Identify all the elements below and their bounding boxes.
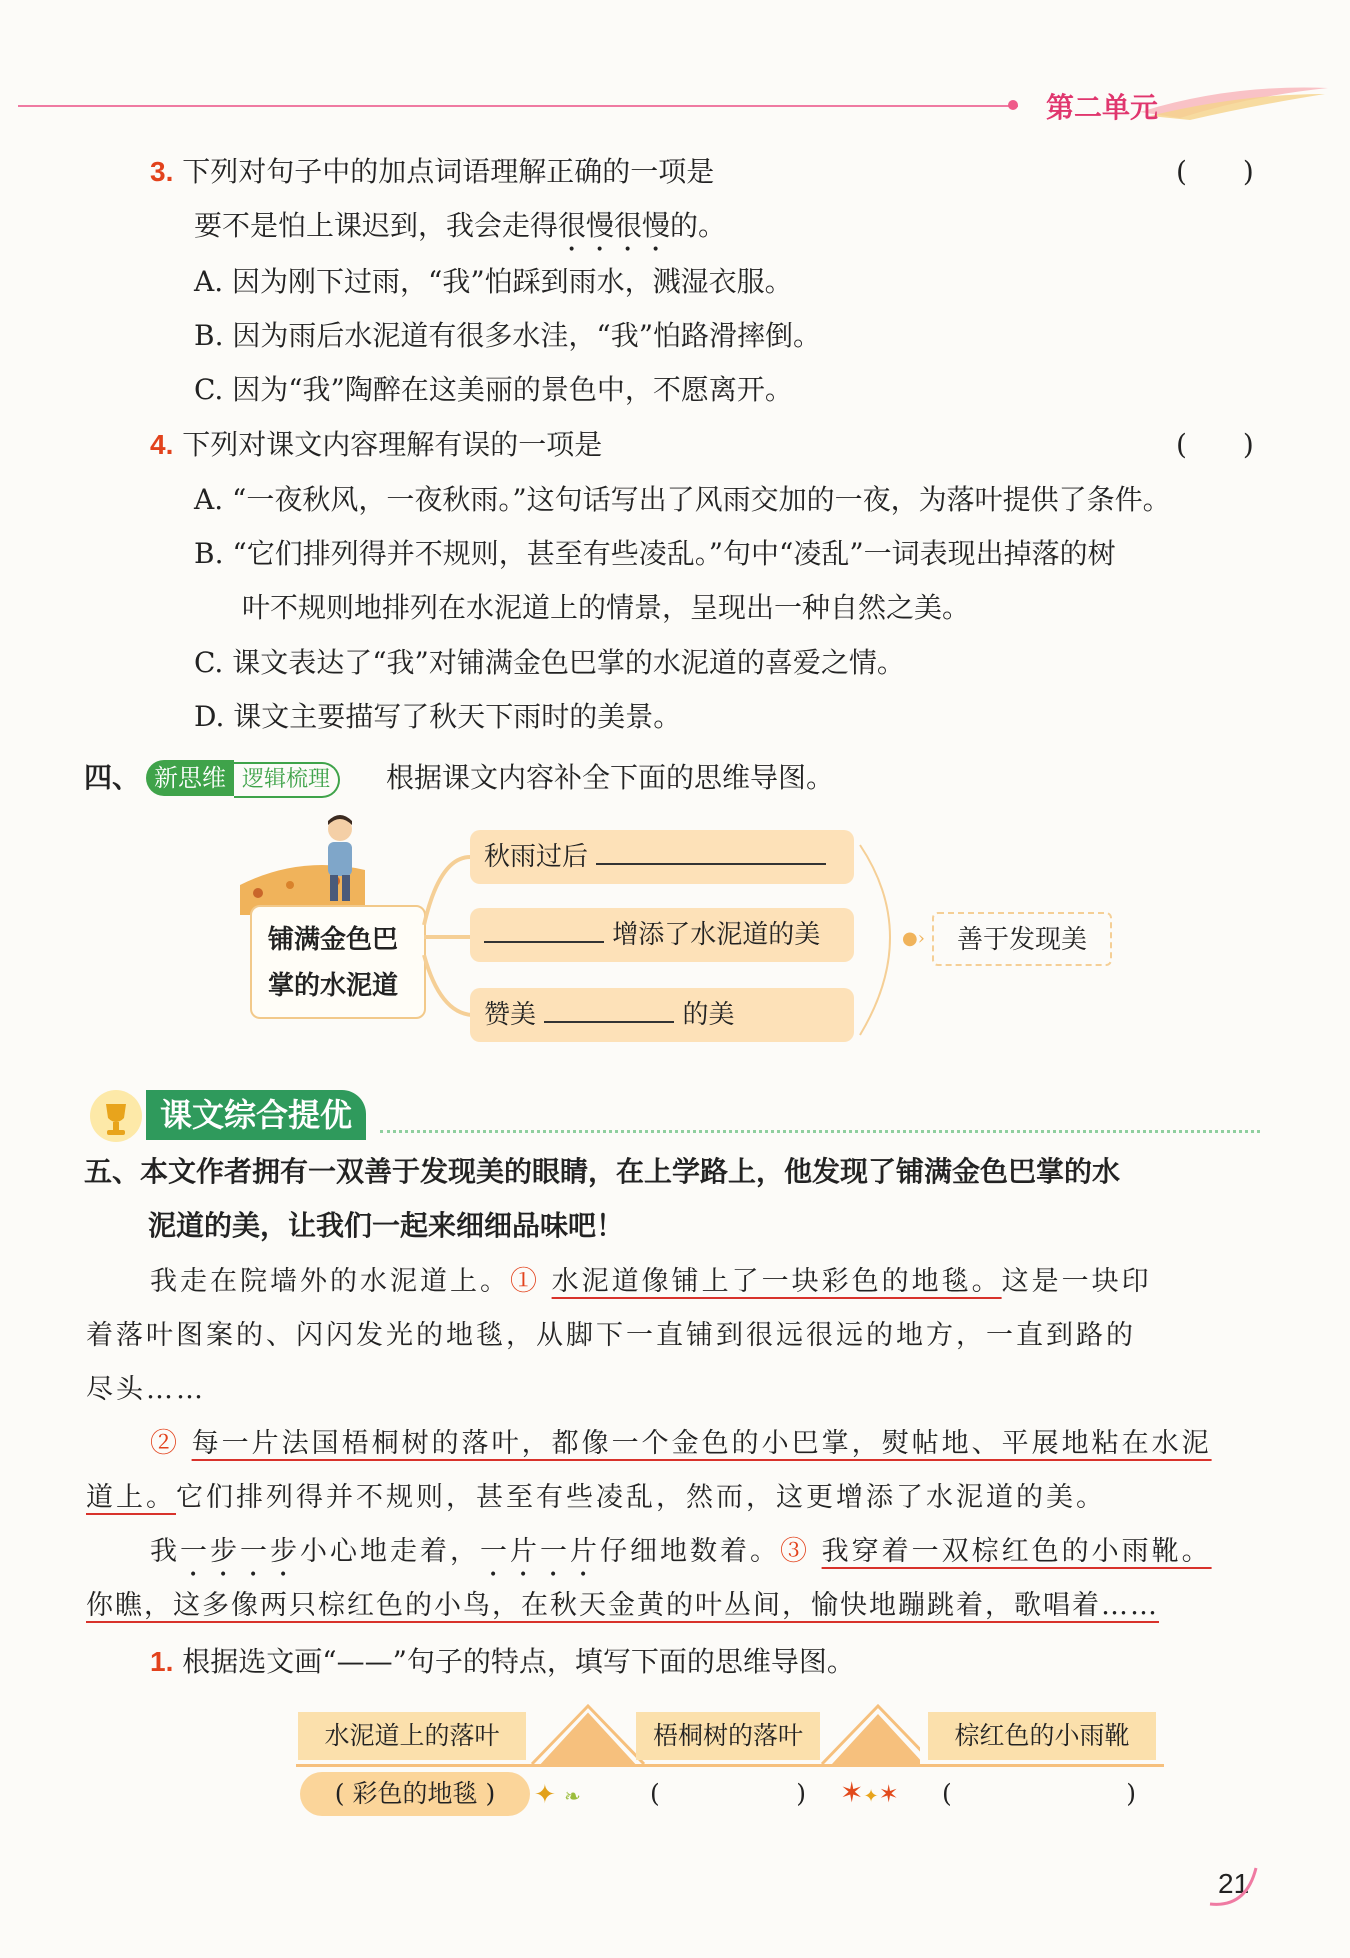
circle-3: ③ <box>780 1536 810 1567</box>
answer3-close: ) <box>1126 1779 1136 1808</box>
p3-post: 仔细地数着。 <box>600 1536 780 1567</box>
mindmap-illustration <box>240 815 370 915</box>
passage-p1-line1 <box>150 1262 1152 1302</box>
mindmap-branch3 <box>470 988 854 1042</box>
p1-underlined: 水泥道像铺上了一块彩色的地毯。 <box>551 1266 1002 1297</box>
badge-sub: 逻辑梳理 <box>234 762 340 798</box>
header-swoosh <box>1140 78 1330 120</box>
q4-question-text: 下列对课文内容理解有误的一项是 <box>182 428 603 461</box>
p3-dotted2: 一片一片 <box>480 1536 600 1567</box>
section4-instruction: 根据课文内容补全下面的思维导图。 <box>386 761 835 794</box>
passage-p2-line1 <box>150 1424 1212 1464</box>
header-dot <box>1008 100 1018 110</box>
branch3-prefix: 赞美 <box>484 1000 537 1030</box>
p2-post: 它们排列得并不规则，甚至有些凌乱，然而，这更增添了水泥道的美。 <box>176 1482 1106 1513</box>
p1-post: 这是一块印 <box>1001 1266 1152 1297</box>
p4-underlined: 你瞧，这多像两只棕红色的小鸟，在秋天金黄的叶丛间，愉快地蹦跳着，歌唱着…… <box>86 1590 1159 1621</box>
mindmap-branch2 <box>470 908 854 962</box>
p1-pre: 我走在院墙外的水泥道上。 <box>150 1266 510 1297</box>
p2-underlined-end: 道上。 <box>86 1482 176 1513</box>
diagram-rule <box>296 1764 1164 1767</box>
q3-dotted-word: 很慢很慢 <box>558 209 671 242</box>
q3-answer-paren[interactable]: ( ) <box>1176 155 1254 188</box>
mindmap-branch1 <box>470 830 854 884</box>
section5-number: 五、 <box>84 1155 141 1188</box>
branch2-suffix: 增添了水泥道的美 <box>612 920 821 950</box>
trophy-icon <box>88 1088 144 1144</box>
q4-option-d[interactable]: D. 课文主要描写了秋天下雨时的美景。 <box>194 700 682 733</box>
p3-underlined: 我穿着一双棕红色的小雨靴。 <box>821 1536 1212 1567</box>
branch1-prefix: 秋雨过后 <box>484 842 589 872</box>
passage-p1-line3: 尽头…… <box>86 1374 206 1405</box>
diagram-tag1: 水泥道上的落叶 <box>298 1712 526 1760</box>
page-number-swoosh <box>1206 1860 1266 1910</box>
q3-sentence-pre: 要不是怕上课迟到，我会走得 <box>194 209 559 242</box>
p3-mid: 小心地走着， <box>300 1536 480 1567</box>
branch3-suffix: 的美 <box>682 1000 735 1030</box>
q3-sentence-post: 的。 <box>670 209 727 242</box>
q3-number: 3. <box>150 156 174 187</box>
leaf-icon: ✦ ❧ <box>534 1780 581 1810</box>
circle-1: ① <box>510 1266 540 1297</box>
center-line1: 铺满金色巴 <box>268 925 399 955</box>
answer3-open: ( <box>942 1779 952 1808</box>
section5-instruction-line2: 泥道的美，让我们一起来细细品味吧！ <box>148 1209 625 1242</box>
q4-option-b-line1[interactable]: B. “它们排列得并不规则，甚至有些凌乱。”句中“凌乱”一词表现出掉落的树 <box>194 537 1116 570</box>
section5-instruction-line1 <box>84 1152 1120 1192</box>
passage-p2-line2 <box>86 1478 1106 1518</box>
q4-answer-paren[interactable]: ( ) <box>1176 428 1254 461</box>
diagram-tag2: 梧桐树的落叶 <box>636 1712 820 1760</box>
q1-text: 根据选文画“——”句子的特点，填写下面的思维导图。 <box>182 1645 855 1678</box>
q4-option-c[interactable]: C. 课文表达了“我”对铺满金色巴掌的水泥道的喜爱之情。 <box>194 646 905 679</box>
badge-main: 新思维 <box>146 760 234 796</box>
q1-line <box>150 1642 855 1682</box>
q3-sentence <box>194 206 726 258</box>
diagram-answer1: ( 彩色的地毯 ) <box>300 1772 530 1816</box>
q3-question <box>150 152 714 192</box>
passage-p4-line <box>86 1586 1159 1626</box>
q4-option-b-line2: 叶不规则地排列在水泥道上的情景，呈现出一种自然之美。 <box>242 591 971 624</box>
unit-label: 第二单元 <box>1046 91 1159 124</box>
q4-question <box>150 425 602 465</box>
p3-dotted1: 一步一步 <box>180 1536 300 1567</box>
branch1-blank[interactable] <box>596 833 826 865</box>
q1-number: 1. <box>150 1646 174 1677</box>
mindmap-result-box: 善于发现美 <box>932 912 1112 966</box>
q3-option-b[interactable]: B. 因为雨后水泥道有很多水洼，“我”怕路滑摔倒。 <box>194 319 822 352</box>
header-line <box>18 105 1018 107</box>
banner-title: 课文综合提优 <box>146 1090 366 1140</box>
banner-dotted-line <box>380 1130 1260 1133</box>
maple-leaf-icon: ✶✦✶ <box>840 1776 899 1809</box>
new-thinking-badge <box>146 760 340 796</box>
page-number: 21 <box>1218 1868 1250 1899</box>
q3-option-a[interactable]: A. 因为刚下过雨，“我”怕踩到雨水，溅湿衣服。 <box>194 265 793 298</box>
branch2-blank[interactable] <box>484 911 604 943</box>
q3-option-c[interactable]: C. 因为“我”陶醉在这美丽的景色中，不愿离开。 <box>194 373 793 406</box>
branch3-blank[interactable] <box>544 991 674 1023</box>
arrow-dots-icon: ●› <box>902 928 925 949</box>
answer2-close: ) <box>796 1779 806 1808</box>
passage-p3-line1 <box>150 1532 1212 1583</box>
answer2-open: ( <box>650 1779 660 1808</box>
q4-number: 4. <box>150 429 174 460</box>
diagram-tag3: 棕红色的小雨靴 <box>928 1712 1156 1760</box>
mindmap-center-box <box>250 905 426 1019</box>
section5-instruction-text1: 本文作者拥有一双善于发现美的眼睛，在上学路上，他发现了铺满金色巴掌的水 <box>140 1155 1121 1188</box>
center-line2: 掌的水泥道 <box>268 971 399 1001</box>
q3-question-text: 下列对句子中的加点词语理解正确的一项是 <box>182 155 715 188</box>
q4-option-a[interactable]: A. “一夜秋风，一夜秋雨。”这句话写出了风雨交加的一夜，为落叶提供了条件。 <box>194 483 1171 516</box>
circle-2: ② <box>150 1428 180 1459</box>
p2-underlined: 每一片法国梧桐树的落叶，都像一个金色的小巴掌，熨帖地、平展地粘在水泥 <box>191 1428 1212 1459</box>
p3-pre: 我 <box>150 1536 180 1567</box>
section4-number: 四、 <box>84 761 141 794</box>
passage-p1-line2: 着落叶图案的、闪闪发光的地毯，从脚下一直铺到很远很远的地方，一直到路的 <box>86 1320 1136 1351</box>
